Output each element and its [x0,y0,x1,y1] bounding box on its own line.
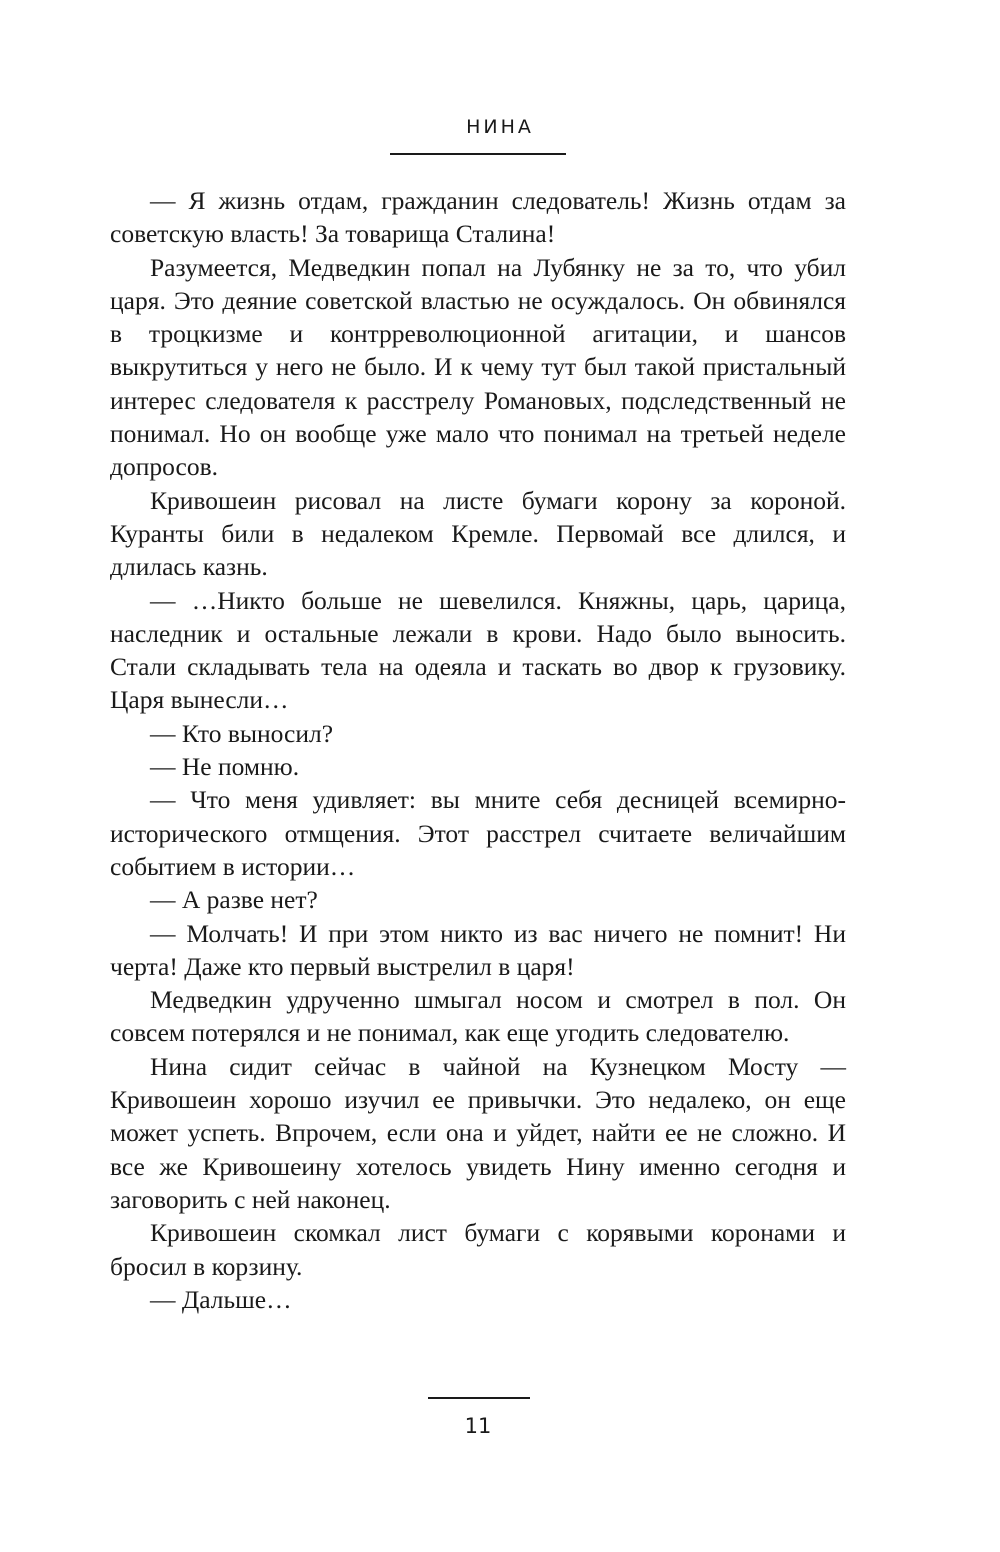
body-text [110,184,846,1316]
paragraph: — …Никто больше не шевелился. Княжны, царь, царица, наследник и остальные лежали в крови. Надо было выносить. Стали складывать тела на одеяла и таскать во двор к грузовику. Царя вынесли… [110,585,846,715]
paragraph: — Я жизнь отдам, гражданин следователь! Жизнь отдам за советскую власть! За товарища Сталина! [110,186,846,249]
paragraph: Нина сидит сейчас в чайной на Кузнецком Мосту — Кривошеин хорошо изучил ее привычки. Это недалеко, он еще может успеть. Впрочем, если она и уйдет, найти ее не сложно. И все же Кривошеину хотелось увидеть Нину именно сегодня и заговорить с ней наконец. [110,1051,846,1214]
paragraph: — Дальше… [150,1284,292,1314]
paragraph: Медведкин удрученно шмыгал носом и смотрел в пол. Он совсем потерялся и не понимал, как еще угодить следователю. [110,985,846,1048]
paragraph: Разумеется, Медведкин попал на Лубянку не за то, что убил царя. Это деяние советской властью не осуждалось. Он обвинялся в троцкизме и контрреволюционной агитации, и шансов выкрутиться у него не было. И к чему тут был такой пристальный интерес следователя к расстрелу Романовых, подследственный не понимал. Но он вообще уже мало что понимал на третьей неделе допросов. [110,252,846,482]
paragraph: — А разве нет? [150,885,318,915]
running-head: НИНА [466,116,534,138]
paragraph: Кривошеин скомкал лист бумаги с корявыми коронами и бросил в корзину. [110,1218,846,1281]
footer-rule [428,1397,530,1399]
paragraph: — Что меня удивляет: вы мните себя десницей всемирно-исторического отмщения. Этот расстрел считаете величайшим событием в истории… [110,785,846,881]
paragraph: — Кто выносил? [150,718,334,748]
paragraph: — Не помню. [150,752,300,782]
paragraph: — Молчать! И при этом никто из вас ничего не помнит! Ни черта! Даже кто первый выстрелил в царя! [110,918,846,981]
header-rule [390,153,566,155]
page-number: 11 [464,1414,492,1438]
paragraph: Кривошеин рисовал на листе бумаги корону за короной. Куранты били в недалеком Кремле. Первомай все длился, и длилась казнь. [110,485,846,582]
